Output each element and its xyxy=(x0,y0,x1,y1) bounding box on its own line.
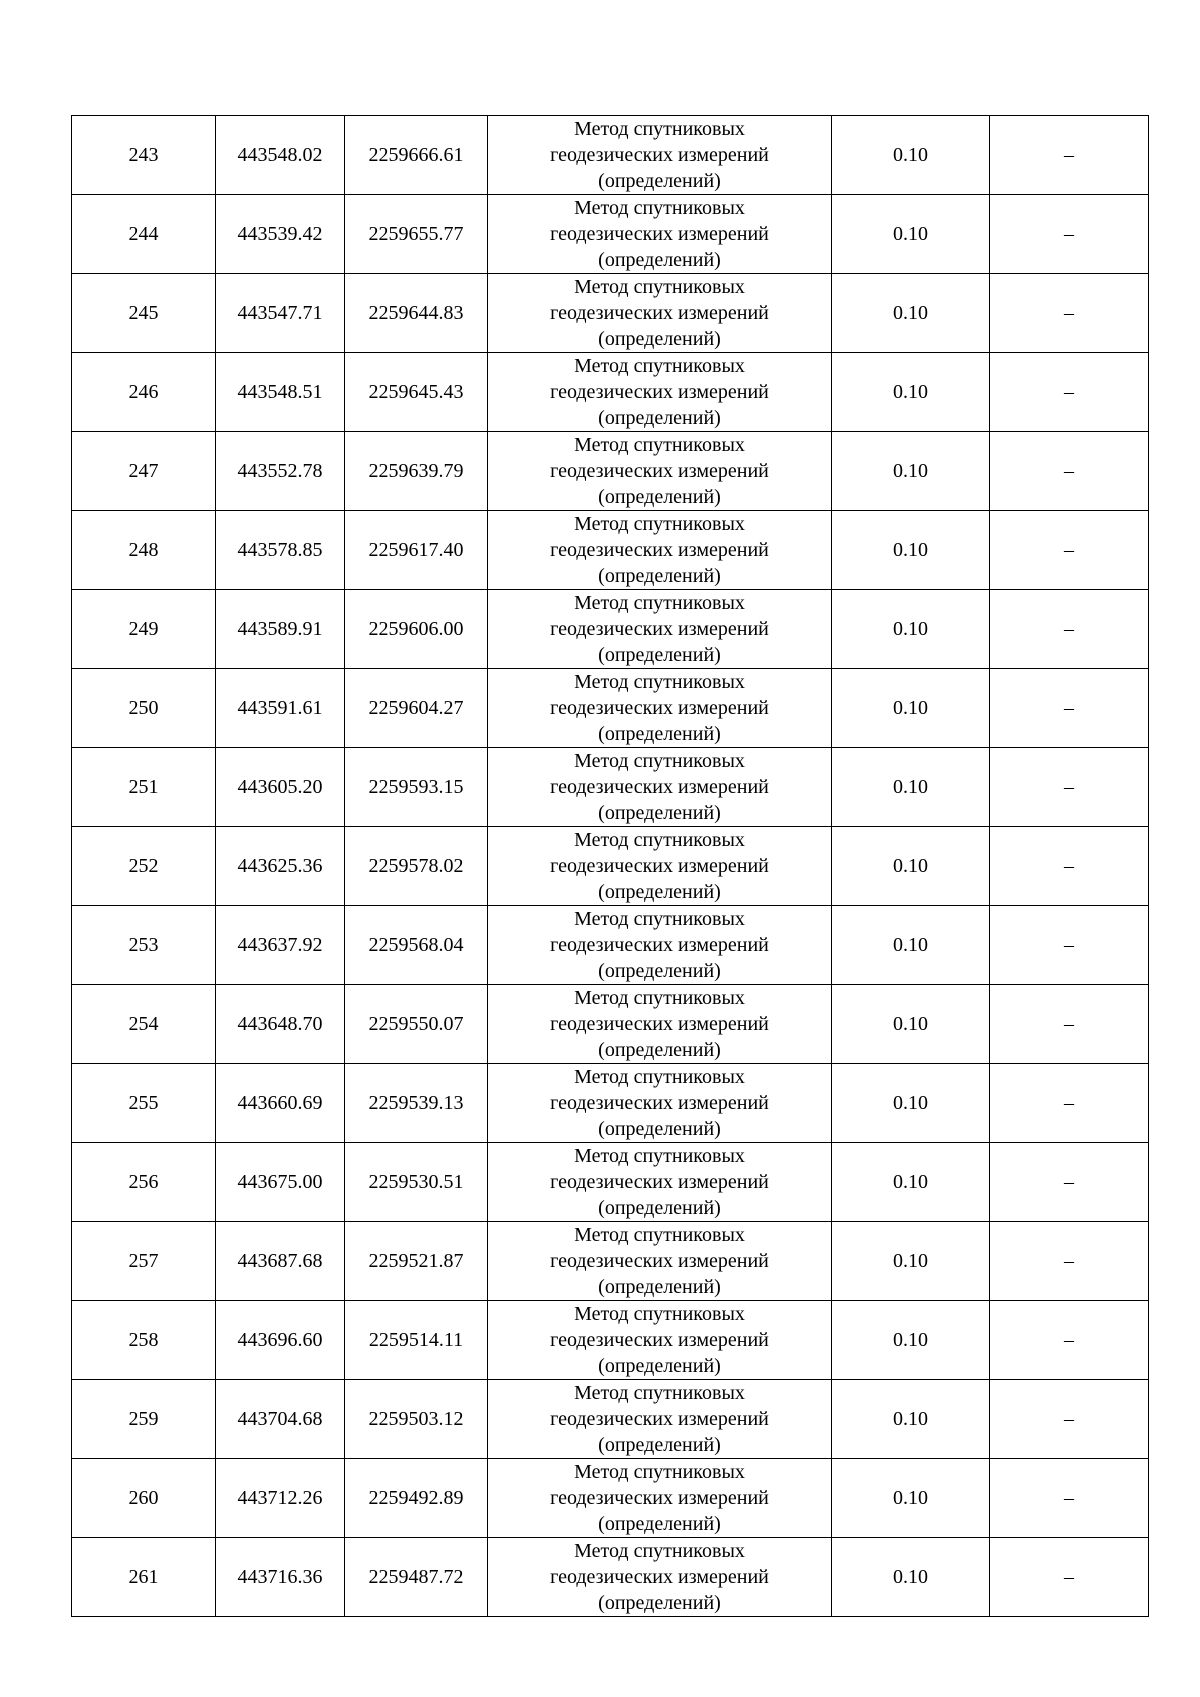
point-number-cell: 248 xyxy=(72,511,216,590)
method-text-line: Метод спутниковых xyxy=(574,908,745,930)
y-coordinate-cell: 2259593.15 xyxy=(345,748,488,827)
method-cell xyxy=(488,195,832,274)
point-number-cell: 255 xyxy=(72,1064,216,1143)
accuracy-cell: 0.10 xyxy=(832,669,990,748)
x-coordinate-cell: 443578.85 xyxy=(216,511,345,590)
note-cell: – xyxy=(990,1064,1149,1143)
accuracy-cell: 0.10 xyxy=(832,353,990,432)
table-row xyxy=(72,432,1149,511)
table-row xyxy=(72,1459,1149,1538)
method-text-line: (определений) xyxy=(598,1276,721,1298)
x-coordinate-cell: 443716.36 xyxy=(216,1538,345,1617)
method-text-line: (определений) xyxy=(598,407,721,429)
method-text-line: (определений) xyxy=(598,960,721,982)
point-number-cell: 260 xyxy=(72,1459,216,1538)
x-coordinate-cell: 443547.71 xyxy=(216,274,345,353)
method-text-line: Метод спутниковых xyxy=(574,1382,745,1404)
y-coordinate-cell: 2259617.40 xyxy=(345,511,488,590)
table-row xyxy=(72,827,1149,906)
method-text-line: (определений) xyxy=(598,1118,721,1140)
point-number-cell: 244 xyxy=(72,195,216,274)
y-coordinate-cell: 2259530.51 xyxy=(345,1143,488,1222)
method-text-line: геодезических измерений xyxy=(550,1566,769,1588)
method-text-line: (определений) xyxy=(598,1513,721,1535)
x-coordinate-cell: 443589.91 xyxy=(216,590,345,669)
method-text-line: геодезических измерений xyxy=(550,1092,769,1114)
note-cell: – xyxy=(990,748,1149,827)
method-text-line: (определений) xyxy=(598,249,721,271)
note-cell: – xyxy=(990,1380,1149,1459)
point-number-cell: 249 xyxy=(72,590,216,669)
method-text-line: геодезических измерений xyxy=(550,618,769,640)
method-text-line: Метод спутниковых xyxy=(574,987,745,1009)
note-cell: – xyxy=(990,985,1149,1064)
method-text-line: (определений) xyxy=(598,328,721,350)
method-cell xyxy=(488,1064,832,1143)
table-row xyxy=(72,1143,1149,1222)
method-cell xyxy=(488,1538,832,1617)
y-coordinate-cell: 2259644.83 xyxy=(345,274,488,353)
y-coordinate-cell: 2259521.87 xyxy=(345,1222,488,1301)
x-coordinate-cell: 443687.68 xyxy=(216,1222,345,1301)
accuracy-cell: 0.10 xyxy=(832,1459,990,1538)
accuracy-cell: 0.10 xyxy=(832,274,990,353)
table-row xyxy=(72,1380,1149,1459)
x-coordinate-cell: 443552.78 xyxy=(216,432,345,511)
note-cell: – xyxy=(990,1143,1149,1222)
method-text-line: Метод спутниковых xyxy=(574,671,745,693)
y-coordinate-cell: 2259606.00 xyxy=(345,590,488,669)
method-text-line: (определений) xyxy=(598,1039,721,1061)
table-row xyxy=(72,590,1149,669)
table-row xyxy=(72,116,1149,195)
note-cell: – xyxy=(990,432,1149,511)
method-text-line: (определений) xyxy=(598,723,721,745)
y-coordinate-cell: 2259639.79 xyxy=(345,432,488,511)
table-row xyxy=(72,748,1149,827)
method-text-line: геодезических измерений xyxy=(550,223,769,245)
method-text-line: Метод спутниковых xyxy=(574,1461,745,1483)
note-cell: – xyxy=(990,669,1149,748)
method-text-line: Метод спутниковых xyxy=(574,118,745,140)
table-row xyxy=(72,669,1149,748)
accuracy-cell: 0.10 xyxy=(832,985,990,1064)
method-text-line: геодезических измерений xyxy=(550,1487,769,1509)
x-coordinate-cell: 443548.02 xyxy=(216,116,345,195)
note-cell: – xyxy=(990,906,1149,985)
table-row xyxy=(72,274,1149,353)
table-row xyxy=(72,353,1149,432)
accuracy-cell: 0.10 xyxy=(832,511,990,590)
point-number-cell: 251 xyxy=(72,748,216,827)
note-cell: – xyxy=(990,116,1149,195)
method-cell xyxy=(488,1459,832,1538)
method-text-line: геодезических измерений xyxy=(550,697,769,719)
y-coordinate-cell: 2259568.04 xyxy=(345,906,488,985)
method-text-line: Метод спутниковых xyxy=(574,829,745,851)
accuracy-cell: 0.10 xyxy=(832,1380,990,1459)
method-cell xyxy=(488,669,832,748)
method-cell xyxy=(488,1222,832,1301)
method-text-line: геодезических измерений xyxy=(550,302,769,324)
method-cell xyxy=(488,432,832,511)
method-text-line: (определений) xyxy=(598,1355,721,1377)
x-coordinate-cell: 443675.00 xyxy=(216,1143,345,1222)
method-text-line: геодезических измерений xyxy=(550,539,769,561)
method-cell xyxy=(488,748,832,827)
point-number-cell: 247 xyxy=(72,432,216,511)
point-number-cell: 245 xyxy=(72,274,216,353)
x-coordinate-cell: 443696.60 xyxy=(216,1301,345,1380)
method-cell xyxy=(488,1380,832,1459)
point-number-cell: 259 xyxy=(72,1380,216,1459)
point-number-cell: 258 xyxy=(72,1301,216,1380)
method-text-line: геодезических измерений xyxy=(550,1250,769,1272)
table-row xyxy=(72,906,1149,985)
method-text-line: геодезических измерений xyxy=(550,1329,769,1351)
accuracy-cell: 0.10 xyxy=(832,432,990,511)
y-coordinate-cell: 2259503.12 xyxy=(345,1380,488,1459)
note-cell: – xyxy=(990,1538,1149,1617)
x-coordinate-cell: 443548.51 xyxy=(216,353,345,432)
point-number-cell: 256 xyxy=(72,1143,216,1222)
method-cell xyxy=(488,274,832,353)
accuracy-cell: 0.10 xyxy=(832,1222,990,1301)
method-text-line: геодезических измерений xyxy=(550,381,769,403)
y-coordinate-cell: 2259539.13 xyxy=(345,1064,488,1143)
method-text-line: геодезических измерений xyxy=(550,1171,769,1193)
note-cell: – xyxy=(990,1222,1149,1301)
y-coordinate-cell: 2259550.07 xyxy=(345,985,488,1064)
method-cell xyxy=(488,1301,832,1380)
point-number-cell: 261 xyxy=(72,1538,216,1617)
method-text-line: Метод спутниковых xyxy=(574,513,745,535)
x-coordinate-cell: 443712.26 xyxy=(216,1459,345,1538)
method-text-line: Метод спутниковых xyxy=(574,1540,745,1562)
note-cell: – xyxy=(990,827,1149,906)
method-text-line: (определений) xyxy=(598,486,721,508)
point-number-cell: 253 xyxy=(72,906,216,985)
x-coordinate-cell: 443660.69 xyxy=(216,1064,345,1143)
point-number-cell: 257 xyxy=(72,1222,216,1301)
x-coordinate-cell: 443704.68 xyxy=(216,1380,345,1459)
table-row xyxy=(72,1301,1149,1380)
y-coordinate-cell: 2259655.77 xyxy=(345,195,488,274)
note-cell: – xyxy=(990,353,1149,432)
note-cell: – xyxy=(990,274,1149,353)
accuracy-cell: 0.10 xyxy=(832,590,990,669)
note-cell: – xyxy=(990,511,1149,590)
method-cell xyxy=(488,353,832,432)
method-cell xyxy=(488,827,832,906)
method-text-line: геодезических измерений xyxy=(550,855,769,877)
table-row xyxy=(72,1538,1149,1617)
accuracy-cell: 0.10 xyxy=(832,827,990,906)
method-text-line: Метод спутниковых xyxy=(574,1303,745,1325)
method-text-line: (определений) xyxy=(598,1434,721,1456)
method-text-line: Метод спутниковых xyxy=(574,1224,745,1246)
x-coordinate-cell: 443648.70 xyxy=(216,985,345,1064)
y-coordinate-cell: 2259514.11 xyxy=(345,1301,488,1380)
y-coordinate-cell: 2259666.61 xyxy=(345,116,488,195)
y-coordinate-cell: 2259578.02 xyxy=(345,827,488,906)
method-text-line: (определений) xyxy=(598,644,721,666)
method-text-line: Метод спутниковых xyxy=(574,1066,745,1088)
method-text-line: Метод спутниковых xyxy=(574,592,745,614)
accuracy-cell: 0.10 xyxy=(832,1301,990,1380)
method-cell xyxy=(488,590,832,669)
accuracy-cell: 0.10 xyxy=(832,1064,990,1143)
method-text-line: Метод спутниковых xyxy=(574,434,745,456)
method-cell xyxy=(488,116,832,195)
method-text-line: геодезических измерений xyxy=(550,934,769,956)
note-cell: – xyxy=(990,1459,1149,1538)
method-text-line: Метод спутниковых xyxy=(574,750,745,772)
point-number-cell: 246 xyxy=(72,353,216,432)
point-number-cell: 252 xyxy=(72,827,216,906)
method-text-line: геодезических измерений xyxy=(550,776,769,798)
x-coordinate-cell: 443605.20 xyxy=(216,748,345,827)
method-text-line: геодезических измерений xyxy=(550,460,769,482)
method-text-line: Метод спутниковых xyxy=(574,1145,745,1167)
y-coordinate-cell: 2259604.27 xyxy=(345,669,488,748)
method-text-line: (определений) xyxy=(598,1592,721,1614)
x-coordinate-cell: 443539.42 xyxy=(216,195,345,274)
method-text-line: геодезических измерений xyxy=(550,1408,769,1430)
point-number-cell: 254 xyxy=(72,985,216,1064)
x-coordinate-cell: 443591.61 xyxy=(216,669,345,748)
method-cell xyxy=(488,511,832,590)
method-text-line: (определений) xyxy=(598,802,721,824)
table-body xyxy=(72,116,1149,1617)
note-cell: – xyxy=(990,195,1149,274)
accuracy-cell: 0.10 xyxy=(832,116,990,195)
method-text-line: геодезических измерений xyxy=(550,1013,769,1035)
accuracy-cell: 0.10 xyxy=(832,906,990,985)
method-cell xyxy=(488,1143,832,1222)
note-cell: – xyxy=(990,590,1149,669)
table-row xyxy=(72,985,1149,1064)
x-coordinate-cell: 443637.92 xyxy=(216,906,345,985)
point-number-cell: 243 xyxy=(72,116,216,195)
accuracy-cell: 0.10 xyxy=(832,748,990,827)
method-text-line: (определений) xyxy=(598,881,721,903)
accuracy-cell: 0.10 xyxy=(832,1143,990,1222)
method-cell xyxy=(488,985,832,1064)
method-text-line: геодезических измерений xyxy=(550,144,769,166)
x-coordinate-cell: 443625.36 xyxy=(216,827,345,906)
table-row xyxy=(72,1064,1149,1143)
accuracy-cell: 0.10 xyxy=(832,1538,990,1617)
table-row xyxy=(72,1222,1149,1301)
method-text-line: Метод спутниковых xyxy=(574,197,745,219)
coordinates-table xyxy=(71,115,1149,1617)
y-coordinate-cell: 2259645.43 xyxy=(345,353,488,432)
point-number-cell: 250 xyxy=(72,669,216,748)
method-text-line: (определений) xyxy=(598,565,721,587)
accuracy-cell: 0.10 xyxy=(832,195,990,274)
y-coordinate-cell: 2259487.72 xyxy=(345,1538,488,1617)
y-coordinate-cell: 2259492.89 xyxy=(345,1459,488,1538)
table-row xyxy=(72,195,1149,274)
method-cell xyxy=(488,906,832,985)
method-text-line: Метод спутниковых xyxy=(574,276,745,298)
method-text-line: Метод спутниковых xyxy=(574,355,745,377)
method-text-line: (определений) xyxy=(598,1197,721,1219)
method-text-line: (определений) xyxy=(598,170,721,192)
table-row xyxy=(72,511,1149,590)
note-cell: – xyxy=(990,1301,1149,1380)
